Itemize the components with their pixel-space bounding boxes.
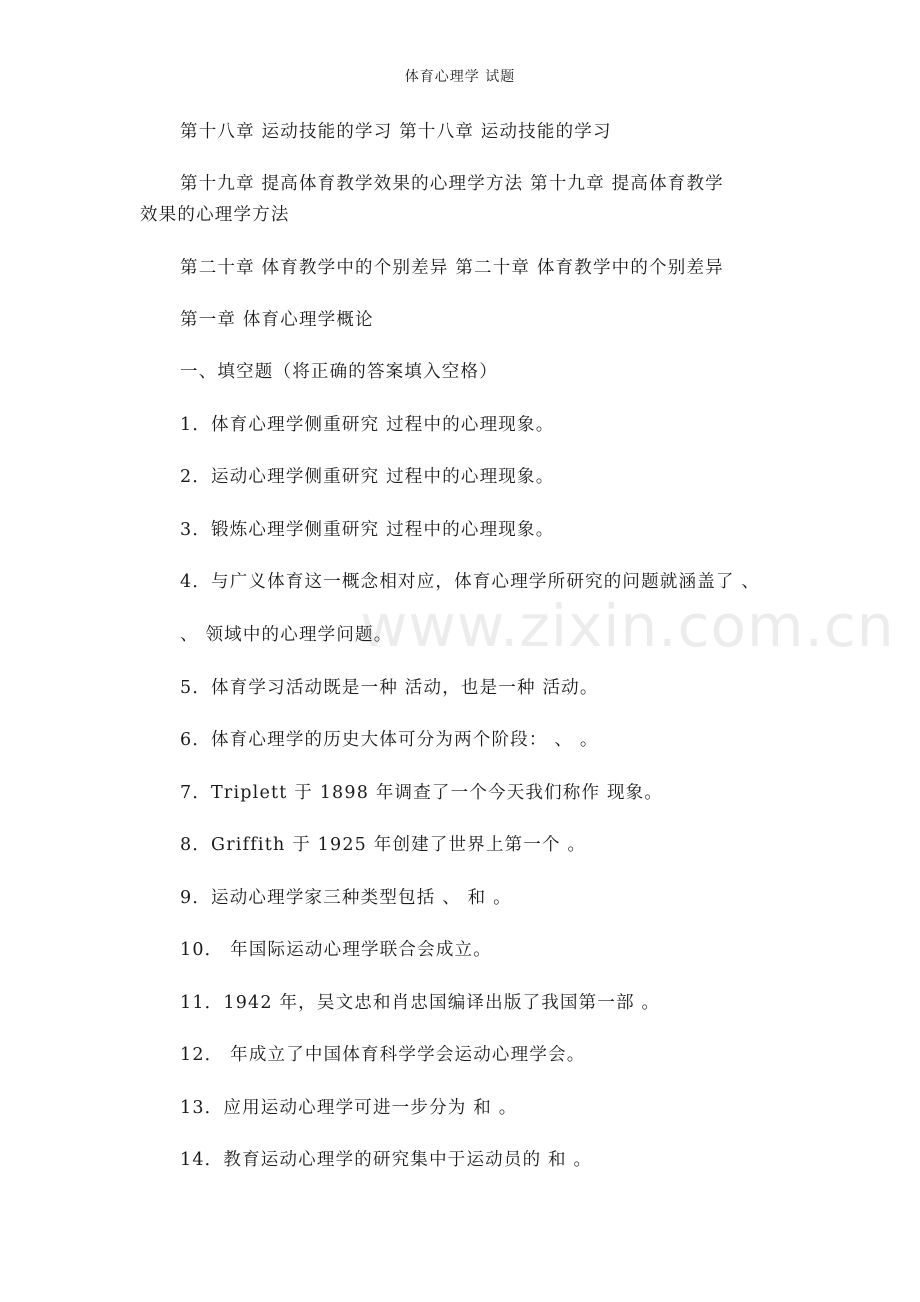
question-4-continued: 、 领域中的心理学问题。 [180, 625, 393, 645]
question-4: 4．与广义体育这一概念相对应，体育心理学所研究的问题就涵盖了 、 [180, 572, 761, 592]
question-8: 8．Griffith 于 1925 年创建了世界上第一个 。 [180, 835, 587, 855]
question-5: 5．体育学习活动既是一种 活动，也是一种 活动。 [180, 678, 599, 698]
question-7: 7．Triplett 于 1898 年调查了一个今天我们称作 现象。 [180, 783, 664, 803]
section-title: 一、填空题（将正确的答案填入空格） [180, 362, 498, 382]
chapter-19-line-continued: 效果的心理学方法 [140, 205, 290, 225]
question-2: 2．运动心理学侧重研究 过程中的心理现象。 [180, 467, 555, 487]
question-6: 6．体育心理学的历史大体可分为两个阶段： 、 。 [180, 730, 599, 750]
question-14: 14．教育运动心理学的研究集中于运动员的 和 。 [180, 1150, 593, 1170]
chapter-1-heading: 第一章 体育心理学概论 [180, 310, 374, 330]
question-11: 11．1942 年，吴文忠和肖忠国编译出版了我国第一部 。 [180, 993, 661, 1013]
chapter-20-line: 第二十章 体育教学中的个别差异 第二十章 体育教学中的个别差异 [180, 258, 724, 278]
question-10: 10． 年国际运动心理学联合会成立。 [180, 940, 492, 960]
site-watermark: www.zixin.com.cn [360, 592, 895, 660]
question-1: 1．体育心理学侧重研究 过程中的心理现象。 [180, 415, 555, 435]
question-13: 13．应用运动心理学可进一步分为 和 。 [180, 1098, 518, 1118]
question-9: 9．运动心理学家三种类型包括 、 和 。 [180, 888, 512, 908]
question-3: 3．锻炼心理学侧重研究 过程中的心理现象。 [180, 520, 555, 540]
question-12: 12． 年成立了中国体育科学学会运动心理学会。 [180, 1045, 586, 1065]
page-header-title: 体育心理学 试题 [404, 69, 516, 85]
chapter-19-line: 第十九章 提高体育教学效果的心理学方法 第十九章 提高体育教学 [180, 174, 724, 194]
chapter-18-line: 第十八章 运动技能的学习 第十八章 运动技能的学习 [180, 122, 612, 142]
